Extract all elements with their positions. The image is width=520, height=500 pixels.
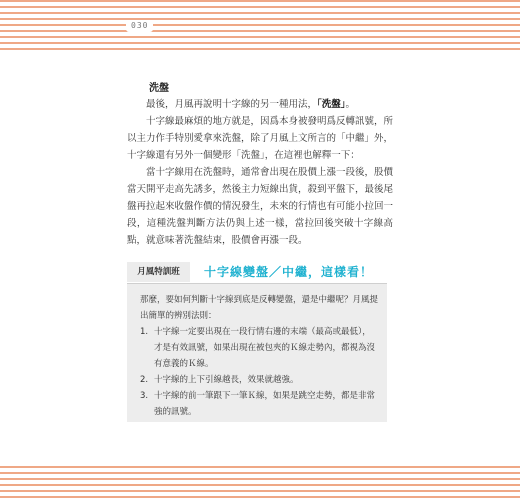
list-item: 1. 十字線一定要出現在一段行情右邊的末端（最高或最低），才是有效訊號，如果出現在被包夾的Ｋ線走勢內，都視為沒有意義的Ｋ線。 — [140, 327, 376, 369]
page-number: 030 — [126, 20, 153, 32]
paragraph: 當十字線用在洗盤時，通常會出現在股價上漲一段後，股價當天開平走高先誘多，然後主力短線出貨，殺到平盤下，最後尾盤再拉起來收盤作價的情況發生，未來的行情也有可能小拉回一段，這種洗盤判斷方法仍與上述一樣，當拉回後突破十字線高點，就意味著洗盤結束，股價會再漲一段。 — [127, 167, 394, 246]
list-item: 2. 十字線的上下引線越長，效果就越強。 — [140, 375, 299, 385]
section-title: 洗盤 — [149, 83, 169, 94]
tip-box — [127, 284, 387, 422]
body-text — [127, 96, 393, 249]
tip-tag: 月風特訓班 — [127, 262, 190, 282]
paragraph: 最後，月風再說明十字線的另一種用法，「洗盤」。 — [146, 99, 356, 110]
tip-title: 十字線變盤／中繼，這樣看！ — [204, 265, 374, 279]
tip-list — [140, 324, 378, 420]
tip-intro: 那麼，要如何判斷十字線到底是反轉變盤，還是中繼呢？月風提出簡單的辨別法則： — [140, 295, 379, 321]
paragraph: 十字線最麻煩的地方就是，因爲本身被發明爲反轉訊號，所以主力作手特別愛拿來洗盤，除了月風上文所言的「中繼」外，十字線還有另外一個變形「洗盤」，在這裡也解釋一下： — [127, 116, 394, 161]
list-item: 3. 十字線的前一筆跟下一筆Ｋ線，如果是跳空走勢，都是非常強的訊號。 — [140, 391, 376, 417]
top-stripe-band — [0, 0, 520, 50]
bottom-stripe-band — [0, 466, 520, 500]
